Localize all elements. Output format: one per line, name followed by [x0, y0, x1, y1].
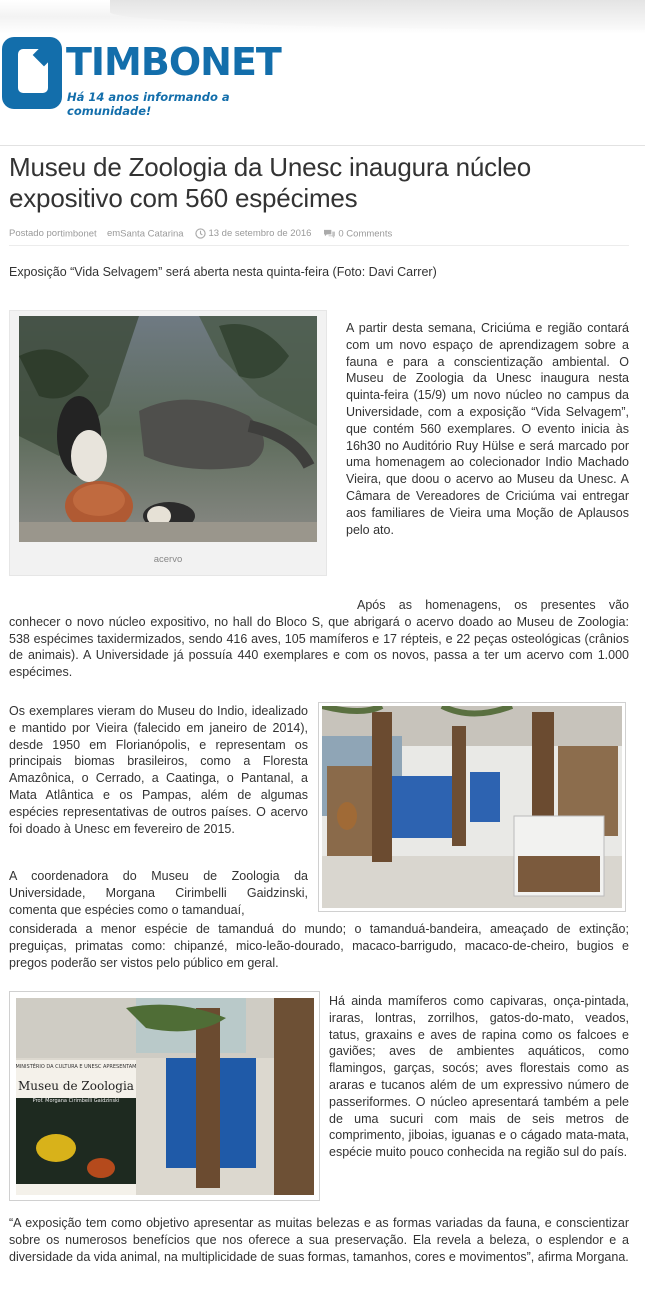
comments-icon [323, 228, 336, 240]
comments-link[interactable]: 0 Comments [338, 228, 393, 240]
category-link[interactable]: Santa Catarina [120, 228, 184, 240]
in-label: em [106, 228, 121, 240]
figure-exhibit-hall [318, 702, 626, 912]
header-divider [0, 145, 645, 146]
photo-exhibit-hall [322, 706, 622, 908]
paragraph-1: A partir desta semana, Criciúma e região contará com um novo espaço de aprendizagem sobre a fauna e para a conscientização ambiental. O Museu de Zoologia da Unesc inaugura nesta quinta-feira (15/9) um novo núcleo no campus da Universidade, com a exposição “Vida Selvagem”, que contém 560 exemplares. O evento inicia às 16h30 no Auditório Ruy Hülse e será marcado por uma homenagem ao colecionador Indio Machado Vieira, que doou o acervo ao Museu da Unesc. A Câmara de Vereadores de Criciúma vai entregar aos familiares de Vieira uma Moção de Aplausos pelo ato. [346, 321, 629, 537]
poster-title-text: Museu de Zoologia [18, 1079, 134, 1093]
paragraph-4-continued: considerada a menor espécie de tamanduá do mundo; o tamanduá-bandeira, ameaçado de extinção; preguiças, primatas como: chipanzé, mico-leão-dourado, macaco-barrigudo, macaco-de-cheiro, bugios e pregos poderão ser vistos pelo público em geral. [9, 922, 629, 970]
paragraph-3: Os exemplares vieram do Museu do Indio, idealizado e mantido por Vieira (falecido em janeiro de 2014), desde 1950 em Florianópolis, e representam os principais biomas brasileiros, como a Floresta Amazônica, o Cerrado, a Caatinga, o Pantanal, a Mata Atlântica e os Pampas, além de algumas espécies representativas de outros países. O acervo foi doado à Unesc em fevereiro de 2015. [9, 704, 308, 836]
paragraph-5: Há ainda mamíferos como capivaras, onça-pintada, iraras, lontras, zorrilhos, gatos-do-mato, veados, tatus, graxains e aves de rapina como os falcoes e gaviões; aves de ambientes aquáticos, como flamingos, garças, socós; aves florestais como as araras e tucanos além de um expressivo número de passeriformes. O núcleo apresentará também a pele de uma sucuri com mais de seis metros de comprimento, jiboias, iguanas e o cágado mata-mata, espécie muito pouco conhecida na região sul do país. [329, 994, 629, 1160]
posted-by-label: Postado por [9, 228, 61, 240]
paragraph-2: Após as homenagens, os presentes vão conhecer o novo núcleo expositivo, no hall do Bloco S, que abrigará o acervo doado ao Museu de Zoologia: 538 espécimes taxidermizados, sendo 416 aves, 105 mamíferos e 17 répteis, e 22 peças osteológicas (crânios de animais). A Universidade já possuía 440 exemplares e com os novos, passa a ter um acervo com 1.000 espécimes. [9, 598, 629, 680]
article-title: Museu de Zoologia da Unesc inaugura núcleo expositivo com 560 espécimes [9, 152, 532, 213]
paragraph-4: A coordenadora do Museu de Zoologia da Universidade, Morgana Cirimbelli Gaidzinski, comenta que espécies como o tamanduaí, [9, 869, 308, 917]
logo-badge-icon [2, 37, 62, 109]
post-date: 13 de setembro de 2016 [208, 228, 312, 240]
photo-taxidermy-diorama [19, 316, 317, 542]
lead-caption: Exposição “Vida Selvagem” será aberta nesta quinta-feira (Foto: Davi Carrer) [9, 265, 437, 279]
poster-subtitle-text: Prof. Morgana Cirimbelli Gaidzinski [32, 1098, 120, 1104]
site-logo[interactable] [0, 34, 310, 118]
poster-header-text: MINISTÉRIO DA CULTURA E UNESC APRESENTAM [16, 1064, 137, 1070]
clock-icon [195, 228, 206, 240]
site-tagline: Há 14 anos informando a comunidade! [67, 90, 230, 118]
author-link[interactable]: timbonet [60, 228, 97, 240]
figure-acervo-caption: acervo [153, 554, 183, 565]
figure-acervo [9, 310, 327, 576]
figure-museum-entrance [9, 991, 320, 1201]
site-name: TIMBONET [66, 40, 281, 84]
post-meta [9, 228, 629, 241]
photo-museum-entrance [16, 998, 314, 1195]
meta-divider [9, 245, 629, 246]
paragraph-6: “A exposição tem como objetivo apresentar as muitas belezas e as formas variadas da fauna, e conscientizar sobre os numerosos benefícios que nos oferece a sua preservação. Ela revela a beleza, o esplendor e a diversidade da vida animal, na multiplicidade de suas formas, tamanhos, cores e movimentos”, afirma Morgana. [9, 1216, 629, 1264]
